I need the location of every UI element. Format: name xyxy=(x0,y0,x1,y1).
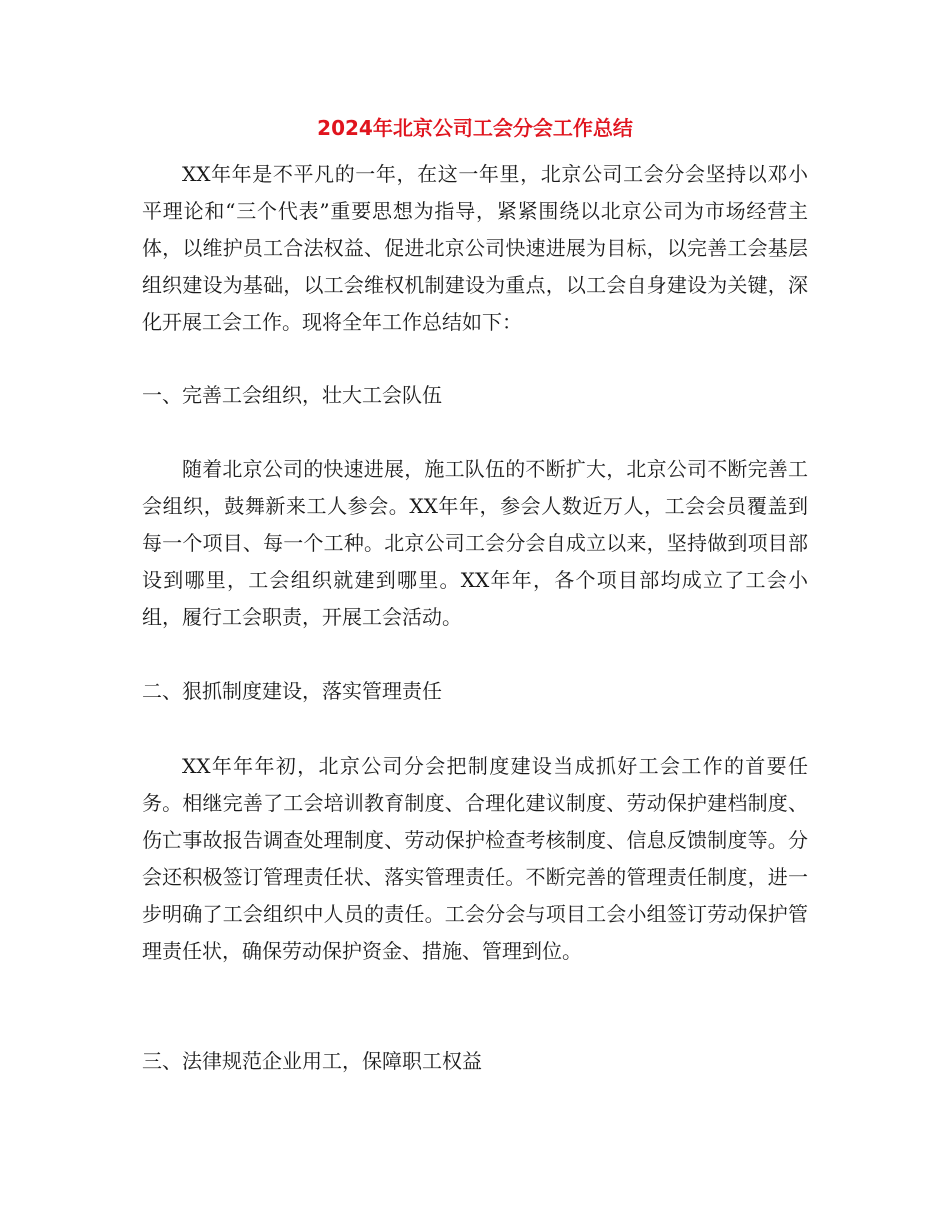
section-heading-3: 三、法律规范企业用工，保障职工权益 xyxy=(142,1049,482,1073)
paragraph-section-2: XX年年年初，北京公司分会把制度建设当成抓好工会工作的首要任务。相继完善了工会培训教育制度、合理化建议制度、劳动保护建档制度、伤亡事故报告调查处理制度、劳动保护检查考核制度、信息反馈制度等。分会还积极签订管理责任状、落实管理责任。不断完善的管理责任制度，进一步明确了工会组织中人员的责任。工会分会与项目工会小组签订劳动保护管理责任状，确保劳动保护资金、措施、管理到位。 xyxy=(142,754,808,963)
paragraph-section-1: 随着北京公司的快速进展，施工队伍的不断扩大，北京公司不断完善工会组织，鼓舞新来工人参会。XX年年，参会人数近万人，工会会员覆盖到每一个项目、每一个工种。北京公司工会分会自成立以来，坚持做到项目部设到哪里，工会组织就建到哪里。XX年年，各个项目部均成立了工会小组，履行工会职责，开展工会活动。 xyxy=(142,457,808,629)
document-title: 2024年北京公司工会分会工作总结 xyxy=(317,116,633,140)
section-heading-2: 二、狠抓制度建设，落实管理责任 xyxy=(142,679,442,703)
section-heading-1: 一、完善工会组织，壮大工会队伍 xyxy=(142,383,442,407)
paragraph-intro: XX年年是不平凡的一年，在这一年里，北京公司工会分会坚持以邓小平理论和“三个代表”重要思想为指导，紧紧围绕以北京公司为市场经营主体，以维护员工合法权益、促进北京公司快速进展为目标，以完善工会基层组织建设为基础，以工会维权机制建设为重点，以工会自身建设为关键，深化开展工会工作。现将全年工作总结如下： xyxy=(142,162,808,334)
